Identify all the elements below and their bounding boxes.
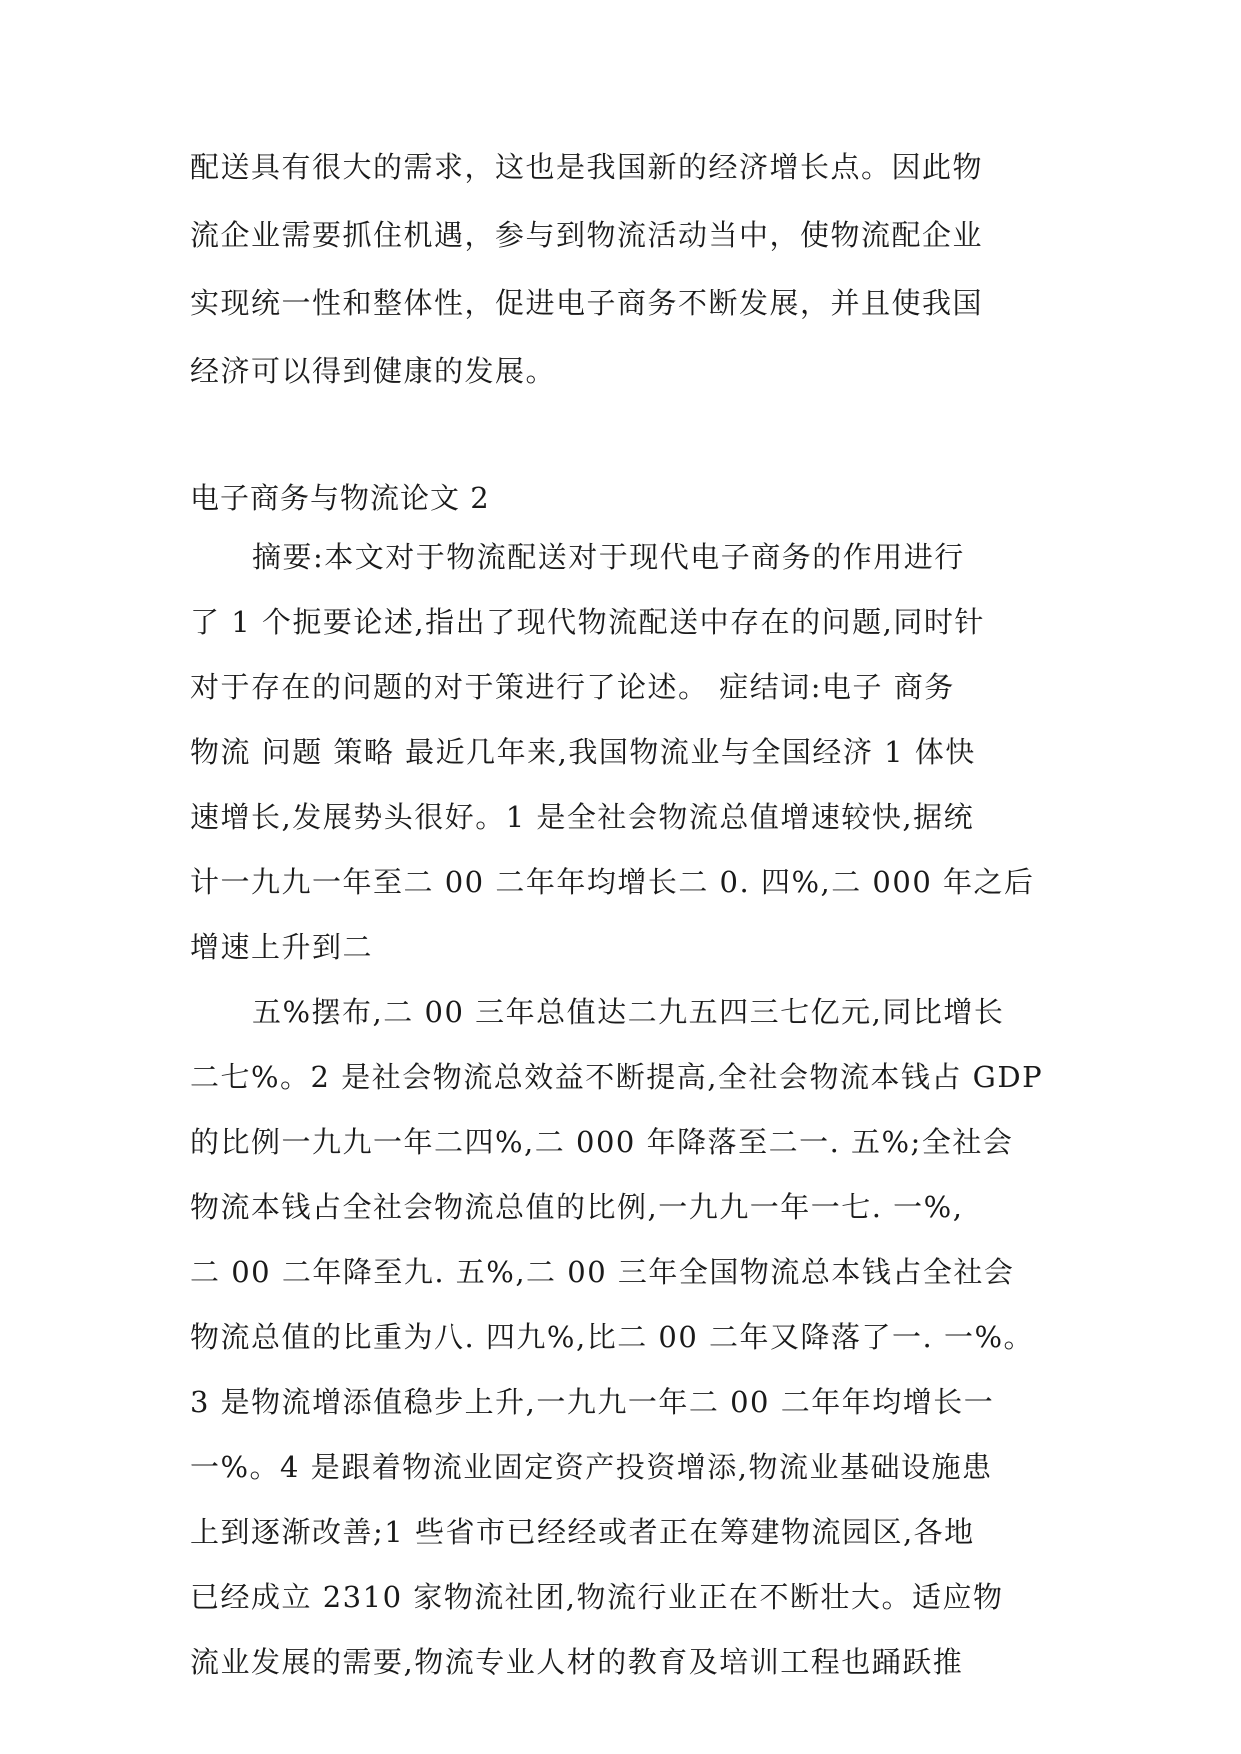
text-line: 流企业需要抓住机遇，参与到物流活动当中，使物流配企业 xyxy=(190,218,984,252)
text-line: 配送具有很大的需求，这也是我国新的经济增长点。因此物 xyxy=(190,150,984,184)
text-line: 速增长,发展势头很好。1 是全社会物流总值增速较快,据统 xyxy=(190,800,975,834)
text-line: 经济可以得到健康的发展。 xyxy=(190,354,557,388)
text-line: 流业发展的需要,物流专业人材的教育及培训工程也踊跃推 xyxy=(190,1645,964,1679)
text-line: 计一九九一年至二 00 二年年均增长二 0. 四%,二 000 年之后 xyxy=(190,865,1035,899)
text-line: 物流本钱占全社会物流总值的比例,一九九一年一七. 一%, xyxy=(190,1190,964,1224)
text-line: 物流 问题 策略 最近几年来,我国物流业与全国经济 1 体快 xyxy=(190,735,976,769)
text-line: 了 1 个扼要论述,指出了现代物流配送中存在的问题,同时针 xyxy=(190,605,985,639)
text-line: 摘要:本文对于物流配送对于现代电子商务的作用进行 xyxy=(252,540,965,574)
text-line: 上到逐渐改善;1 些省市已经经或者正在筹建物流园区,各地 xyxy=(190,1515,975,1549)
text-line: 一%。4 是跟着物流业固定资产投资增添,物流业基础设施患 xyxy=(190,1450,993,1484)
text-line: 二 00 二年降至九. 五%,二 00 三年全国物流总本钱占全社会 xyxy=(190,1255,1015,1289)
text-line: 3 是物流增添值稳步上升,一九九一年二 00 二年年均增长一 xyxy=(190,1385,995,1419)
text-line: 五%摆布,二 00 三年总值达二九五四三七亿元,同比增长 xyxy=(252,995,1005,1029)
text-line: 对于存在的问题的对于策进行了论述。 症结词:电子 商务 xyxy=(190,670,955,704)
text-line: 已经成立 2310 家物流社团,物流行业正在不断壮大。适应物 xyxy=(190,1580,1004,1614)
text-line: 增速上升到二 xyxy=(190,930,374,964)
text-line: 实现统一性和整体性，促进电子商务不断发展，并且使我国 xyxy=(190,286,984,320)
section-title: 电子商务与物流论文 2 xyxy=(190,481,490,515)
text-line: 的比例一九九一年二四%,二 000 年降落至二一. 五%;全社会 xyxy=(190,1125,1014,1159)
text-line: 物流总值的比重为八. 四九%,比二 00 二年又降落了一. 一%。 xyxy=(190,1320,1035,1354)
text-line: 二七%。2 是社会物流总效益不断提高,全社会物流本钱占 GDP xyxy=(190,1060,1044,1094)
